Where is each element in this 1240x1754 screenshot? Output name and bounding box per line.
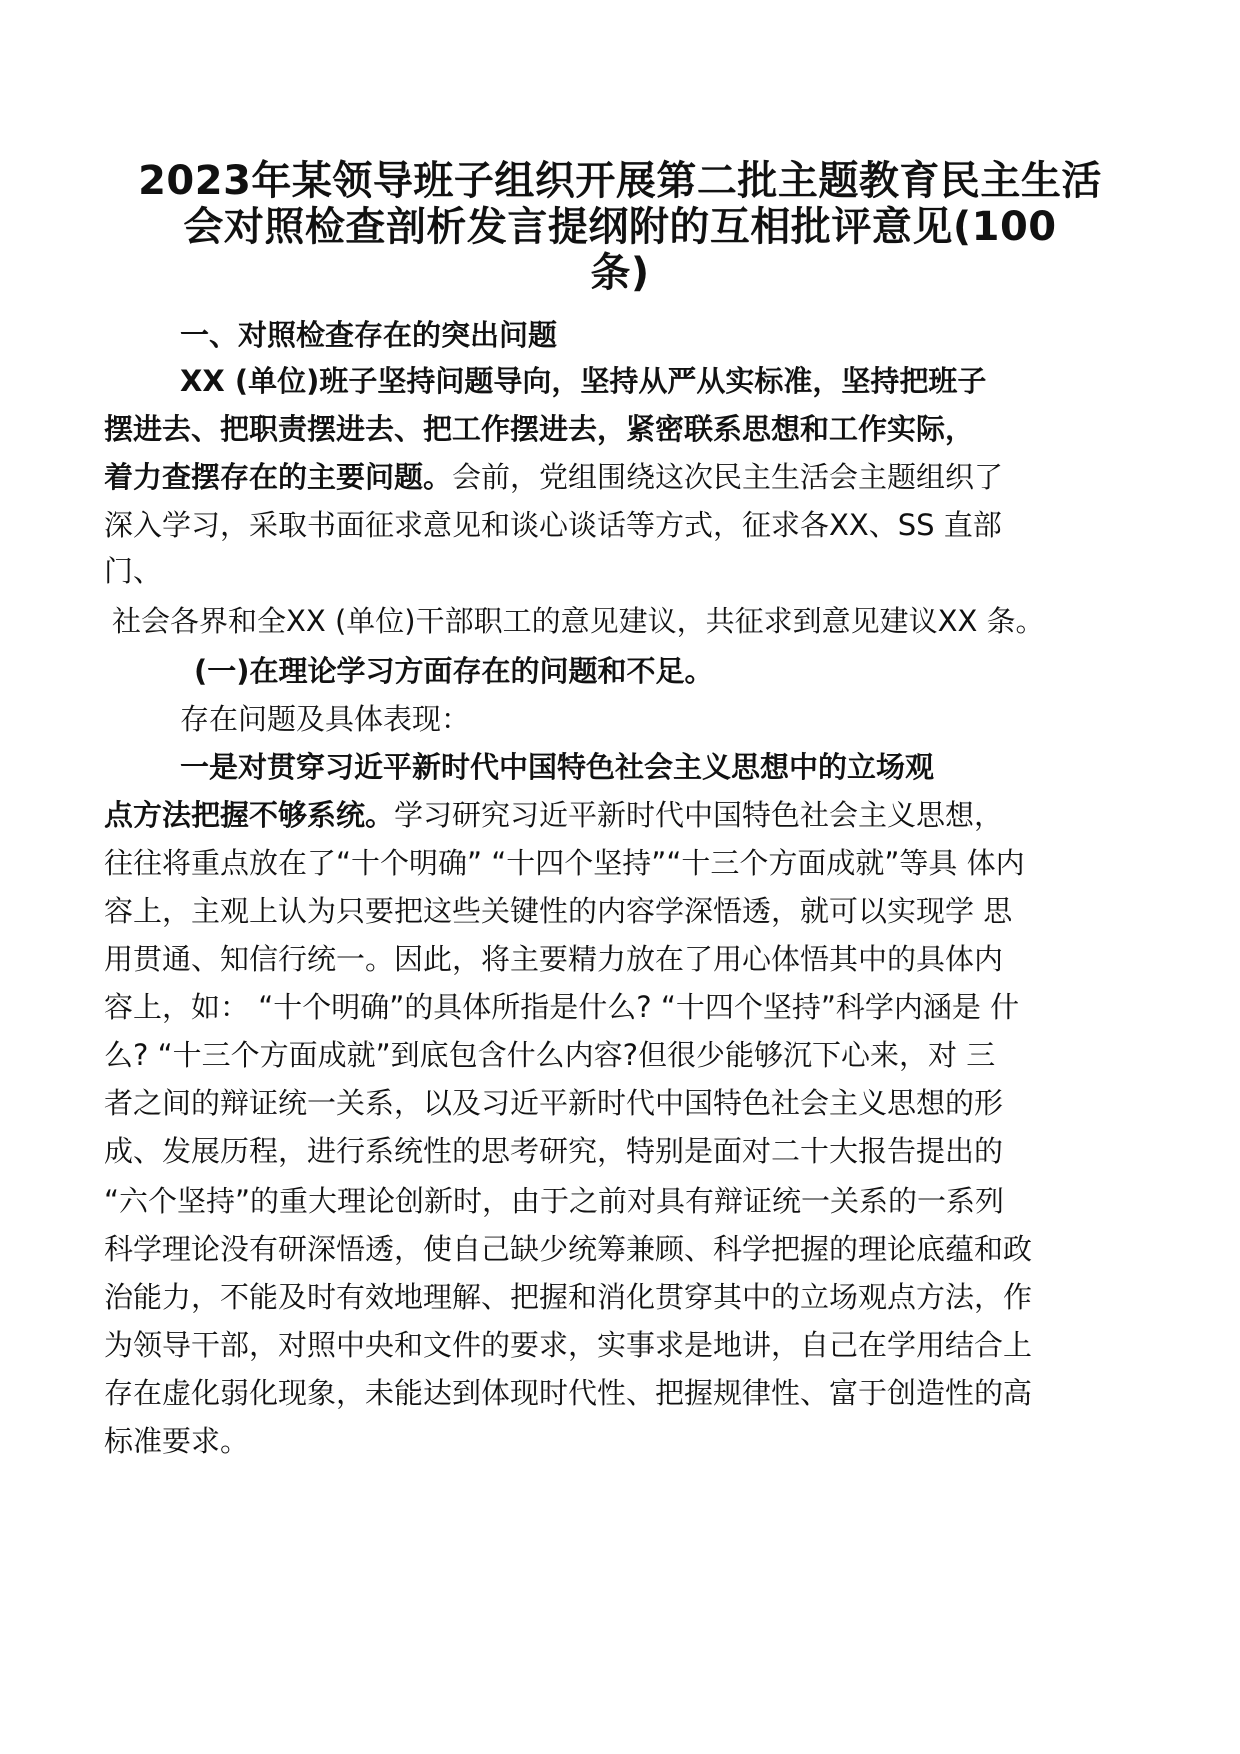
title-line-1: 2023年某领导班子组织开展第二批主题教育民主生活 <box>138 158 1102 204</box>
point1-body-line-13: 标准要求。 <box>104 1424 250 1458</box>
point1-body-line-8: “六个坚持”的重大理论创新时，由于之前对具有辩证统一关系的一系列 <box>104 1184 1005 1218</box>
document-title <box>100 158 1140 296</box>
intro-line-4: 深入学习，采取书面征求意见和谈心谈话等方式，征求各XX、SS 直部 <box>104 508 1002 542</box>
point1-body-line-4: 容上，如： “十个明确”的具体所指是什么? “十四个坚持”科学内涵是 什 <box>104 990 1020 1024</box>
problems-label: 存在问题及具体表现： <box>180 702 471 736</box>
point1-body-line-7: 成、发展历程，进行系统性的思考研究，特别是面对二十大报告提出的 <box>104 1134 1004 1168</box>
intro-line-6: 社会各界和全XX (单位)干部职工的意见建议，共征求到意见建议XX 条。 <box>112 604 1045 638</box>
section-heading: 一、对照检查存在的突出问题 <box>180 318 558 352</box>
point1-body-line-9: 科学理论没有研深悟透，使自己缺少统筹兼顾、科学把握的理论底蕴和政 <box>104 1232 1033 1266</box>
point1-body-line-3: 用贯通、知信行统一。因此，将主要精力放在了用心体悟其中的具体内 <box>104 942 1004 976</box>
point1-body-line-12: 存在虚化弱化现象，未能达到体现时代性、把握规律性、富于创造性的高 <box>104 1376 1033 1410</box>
point1-body-line-5: 么? “十三个方面成就”到底包含什么内容?但很少能够沉下心来，对 三 <box>104 1038 996 1072</box>
intro-line-5: 门、 <box>104 554 163 588</box>
point1-body-line-6: 者之间的辩证统一关系，以及习近平新时代中国特色社会主义思想的形 <box>104 1086 1004 1120</box>
point1-body-line-10: 治能力，不能及时有效地理解、把握和消化贯穿其中的立场观点方法，作 <box>104 1280 1033 1314</box>
point1-line-1: 一是对贯穿习近平新时代中国特色社会主义思想中的立场观 <box>180 750 935 784</box>
intro-line-3-normal: 会前，党组围绕这次民主生活会主题组织了 <box>452 460 1004 494</box>
intro-line-1: XX (单位)班子坚持问题导向，坚持从严从实标准，坚持把班子 <box>180 364 987 398</box>
point1-body-line-2: 容上，主观上认为只要把这些关键性的内容学深悟透，就可以实现学 思 <box>104 894 1013 928</box>
point1-body-line-1: 往往将重点放在了“十个明确” “十四个坚持”“十三个方面成就”等具 体内 <box>104 846 1025 880</box>
point1-line-2-bold: 点方法把握不够系统。 <box>104 798 395 832</box>
intro-line-3-bold: 着力查摆存在的主要问题。 <box>104 460 453 494</box>
intro-line-2: 摆进去、把职责摆进去、把工作摆进去，紧密联系思想和工作实际， <box>104 412 975 446</box>
intro-line-3 <box>104 454 1003 500</box>
subheading-theory-study: (一)在理论学习方面存在的问题和不足。 <box>194 654 714 688</box>
point1-line-2-normal: 学习研究习近平新时代中国特色社会主义思想， <box>394 798 1004 832</box>
point1-line-2 <box>104 792 1003 838</box>
title-line-3: 条) <box>590 250 650 296</box>
title-line-2: 会对照检查剖析发言提纲附的互相批评意见(100 <box>183 204 1057 250</box>
point1-body-line-11: 为领导干部，对照中央和文件的要求，实事求是地讲，自己在学用结合上 <box>104 1328 1033 1362</box>
